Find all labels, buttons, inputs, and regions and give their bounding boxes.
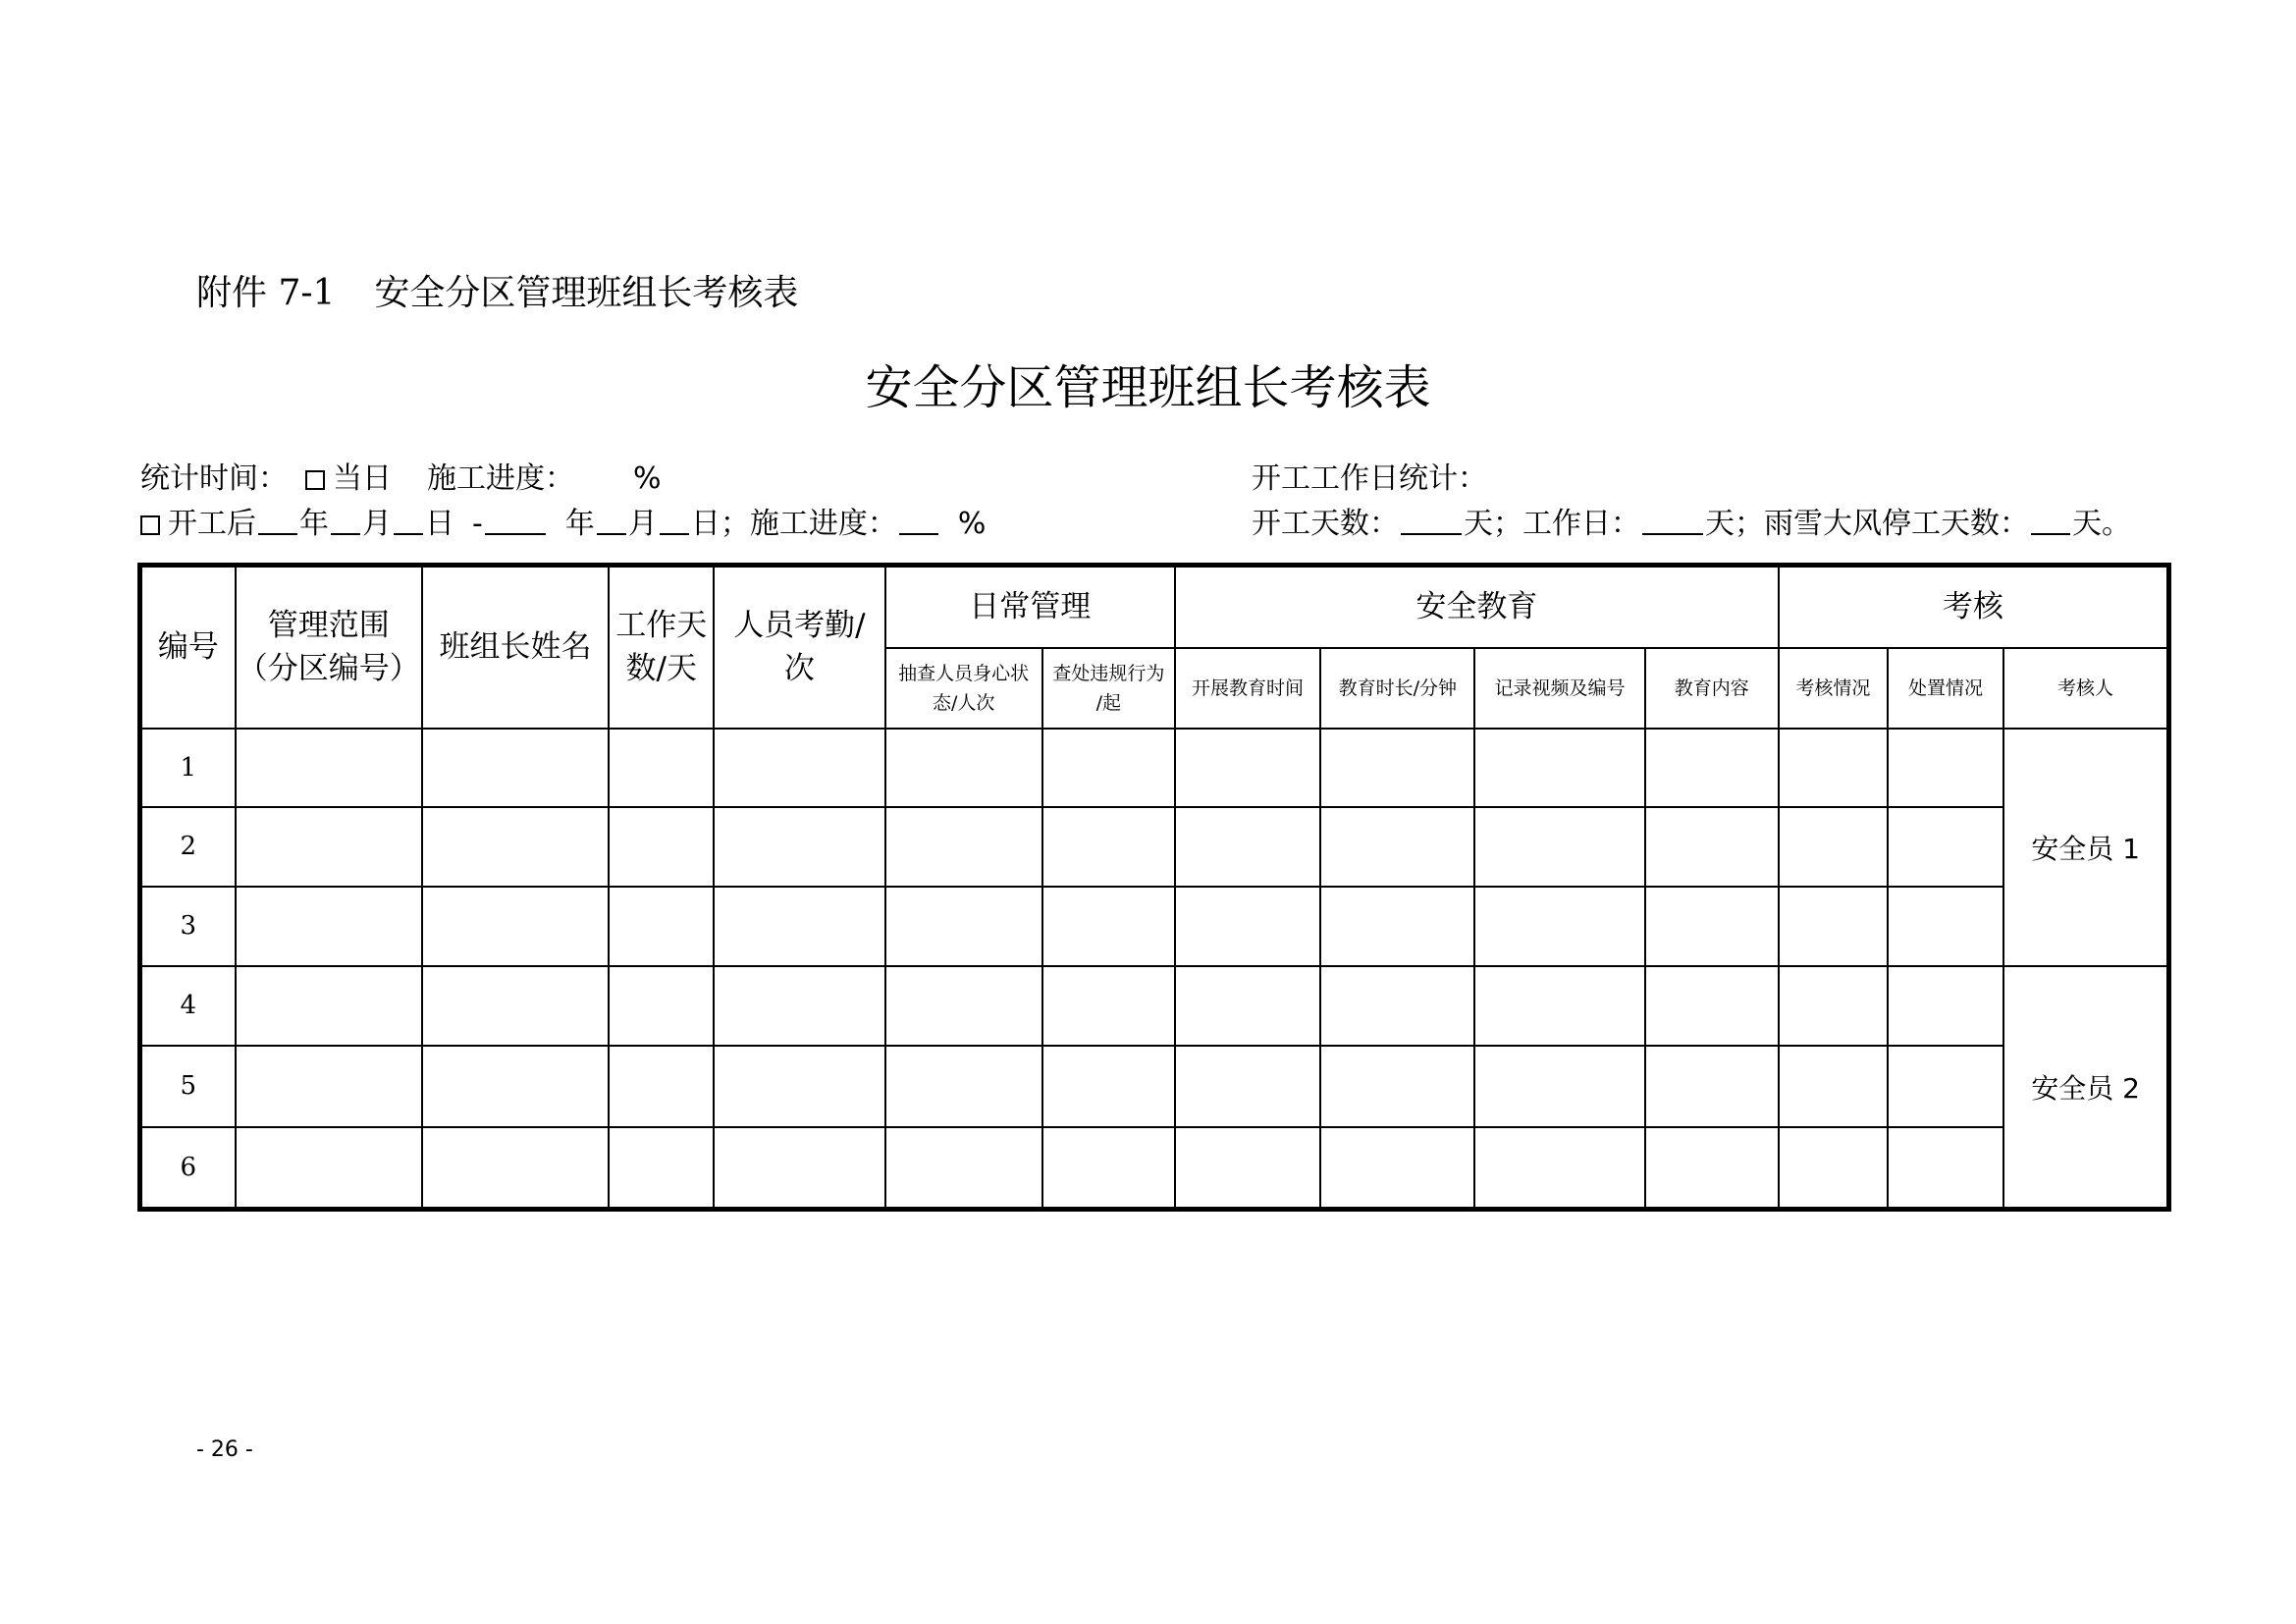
cell-edu-duration[interactable] [1320,807,1474,887]
cell-leader[interactable] [422,1127,609,1210]
day-label: 日 [425,507,454,541]
subheader-edu-content: 教育内容 [1645,648,1779,729]
cell-leader[interactable] [422,966,609,1046]
header-work-days: 工作天 数/天 [609,566,714,729]
end-day-progress-label: 日；施工进度： [690,507,897,541]
cell-violation[interactable] [1042,1046,1175,1127]
cell-edu-time[interactable] [1175,887,1320,966]
cell-video[interactable] [1474,1127,1644,1210]
percent-sign-2: % [957,507,987,541]
cell-attendance[interactable] [714,729,884,807]
cell-violation[interactable] [1042,966,1175,1046]
cell-edu-duration[interactable] [1320,966,1474,1046]
range-dash: - [472,507,483,541]
cell-violation[interactable] [1042,1127,1175,1210]
cell-spot-check[interactable] [885,729,1042,807]
cell-spot-check[interactable] [885,966,1042,1046]
cell-scope[interactable] [236,729,422,807]
cell-work-days[interactable] [609,1127,714,1210]
workday-stats-label: 开工工作日统计： [1252,461,1487,496]
workday-label: 天；工作日： [1464,507,1640,541]
today-label: 当日 [333,461,392,496]
cell-scope[interactable] [236,966,422,1046]
cell-leader[interactable] [422,807,609,887]
cell-assess[interactable] [1779,966,1888,1046]
year-label: 年 [299,507,329,541]
assessment-table [137,563,2171,1212]
cell-edu-duration[interactable] [1320,1046,1474,1127]
cell-video[interactable] [1474,729,1644,807]
cell-handling[interactable] [1888,966,2003,1046]
after-start-checkbox[interactable] [140,515,160,535]
subheader-assess-status: 考核情况 [1779,648,1888,729]
cell-video[interactable] [1474,887,1644,966]
stats-line-2 [140,499,986,542]
cell-edu-content[interactable] [1645,729,1779,807]
cell-video[interactable] [1474,1046,1644,1127]
header-assessment: 考核 [1779,566,2169,648]
header-no: 编号 [140,566,236,729]
subheader-video-record: 记录视频及编号 [1474,648,1644,729]
cell-edu-content[interactable] [1645,1046,1779,1127]
header-safety-education: 安全教育 [1175,566,1779,648]
subheader-assessor: 考核人 [2003,648,2168,729]
cell-attendance[interactable] [714,807,884,887]
month-label: 月 [362,507,392,541]
assessor-1: 安全员 1 [2003,729,2168,966]
row-number: 6 [140,1127,236,1210]
cell-edu-time[interactable] [1175,1127,1320,1210]
year-blank[interactable] [258,508,297,535]
row-number: 4 [140,966,236,1046]
end-blank[interactable] [485,508,546,535]
end-month-label: 月 [627,507,658,541]
stats-label: 统计时间： [140,461,288,496]
cell-handling[interactable] [1888,1127,2003,1210]
table-row [140,1046,2169,1127]
progress-blank[interactable] [899,508,938,535]
table-row [140,966,2169,1046]
cell-leader[interactable] [422,887,609,966]
today-checkbox[interactable] [305,470,325,490]
day-blank[interactable] [394,508,423,535]
cell-edu-content[interactable] [1645,966,1779,1046]
row-number: 3 [140,887,236,966]
end-day-blank[interactable] [660,508,689,535]
cell-handling[interactable] [1888,729,2003,807]
attachment-title: 安全分区管理班组长考核表 [374,273,799,313]
end-year-label: 年 [564,507,595,541]
table-row [140,887,2169,966]
subheader-spot-check: 抽查人员身心状 态/人次 [885,648,1042,729]
cell-edu-duration[interactable] [1320,729,1474,807]
cell-leader[interactable] [422,1046,609,1127]
cell-assess[interactable] [1779,1127,1888,1210]
cell-assess[interactable] [1779,1046,1888,1127]
cell-spot-check[interactable] [885,1127,1042,1210]
cell-edu-time[interactable] [1175,1046,1320,1127]
header-scope: 管理范围 （分区编号） [236,566,422,729]
cell-edu-duration[interactable] [1320,887,1474,966]
cell-attendance[interactable] [714,966,884,1046]
cell-work-days[interactable] [609,807,714,887]
header-daily-management: 日常管理 [885,566,1175,648]
cell-attendance[interactable] [714,1046,884,1127]
cell-assess[interactable] [1779,887,1888,966]
cell-edu-time[interactable] [1175,807,1320,887]
cell-assess[interactable] [1779,807,1888,887]
cell-violation[interactable] [1042,887,1175,966]
attachment-number: 附件 7-1 [196,273,336,313]
workday-stats-line [1252,499,2131,542]
row-number: 2 [140,807,236,887]
cell-edu-content[interactable] [1645,1127,1779,1210]
stats-line-1 [140,454,662,497]
cell-scope[interactable] [236,1046,422,1127]
cell-assess[interactable] [1779,729,1888,807]
cell-edu-time[interactable] [1175,729,1320,807]
cell-work-days[interactable] [609,729,714,807]
cell-violation[interactable] [1042,729,1175,807]
subheader-violation: 查处违规行为 /起 [1042,648,1175,729]
assessor-2: 安全员 2 [2003,966,2168,1210]
header-attendance: 人员考勤/ 次 [714,566,884,729]
cell-spot-check[interactable] [885,1046,1042,1127]
cell-leader[interactable] [422,729,609,807]
cell-scope[interactable] [236,1127,422,1210]
cell-handling[interactable] [1888,887,2003,966]
cell-violation[interactable] [1042,807,1175,887]
cell-video[interactable] [1474,966,1644,1046]
page-title: 安全分区管理班组长考核表 [865,360,1431,415]
table-row [140,807,2169,887]
cell-attendance[interactable] [714,1127,884,1210]
weather-stop-blank[interactable] [2031,508,2070,535]
start-days-blank[interactable] [1401,508,1462,535]
cell-scope[interactable] [236,807,422,887]
after-start-label: 开工后 [168,507,256,541]
row-number: 1 [140,729,236,807]
cell-spot-check[interactable] [885,807,1042,887]
subheader-edu-duration: 教育时长/分钟 [1320,648,1474,729]
cell-work-days[interactable] [609,887,714,966]
percent-sign: % [633,461,662,496]
cell-handling[interactable] [1888,1046,2003,1127]
cell-spot-check[interactable] [885,887,1042,966]
cell-edu-content[interactable] [1645,887,1779,966]
row-number: 5 [140,1046,236,1127]
cell-work-days[interactable] [609,1046,714,1127]
cell-edu-duration[interactable] [1320,1127,1474,1210]
subheader-edu-time: 开展教育时间 [1175,648,1320,729]
table-row [140,1127,2169,1210]
weather-stop-label: 天；雨雪大风停工天数： [1705,507,2029,541]
progress-label: 施工进度： [427,461,574,496]
page-number: - 26 - [196,1437,253,1462]
subheader-handling-status: 处置情况 [1888,648,2003,729]
table-row [140,729,2169,807]
workday-blank[interactable] [1642,508,1703,535]
month-blank[interactable] [331,508,360,535]
start-days-label: 开工天数： [1252,507,1399,541]
header-leader-name: 班组长姓名 [422,566,609,729]
cell-edu-content[interactable] [1645,807,1779,887]
weather-stop-unit: 天。 [2072,507,2131,541]
cell-edu-time[interactable] [1175,966,1320,1046]
header-row-1 [140,566,2169,648]
cell-work-days[interactable] [609,966,714,1046]
cell-handling[interactable] [1888,807,2003,887]
attachment-heading [196,265,798,315]
end-month-blank[interactable] [597,508,626,535]
cell-attendance[interactable] [714,887,884,966]
cell-scope[interactable] [236,887,422,966]
cell-video[interactable] [1474,807,1644,887]
